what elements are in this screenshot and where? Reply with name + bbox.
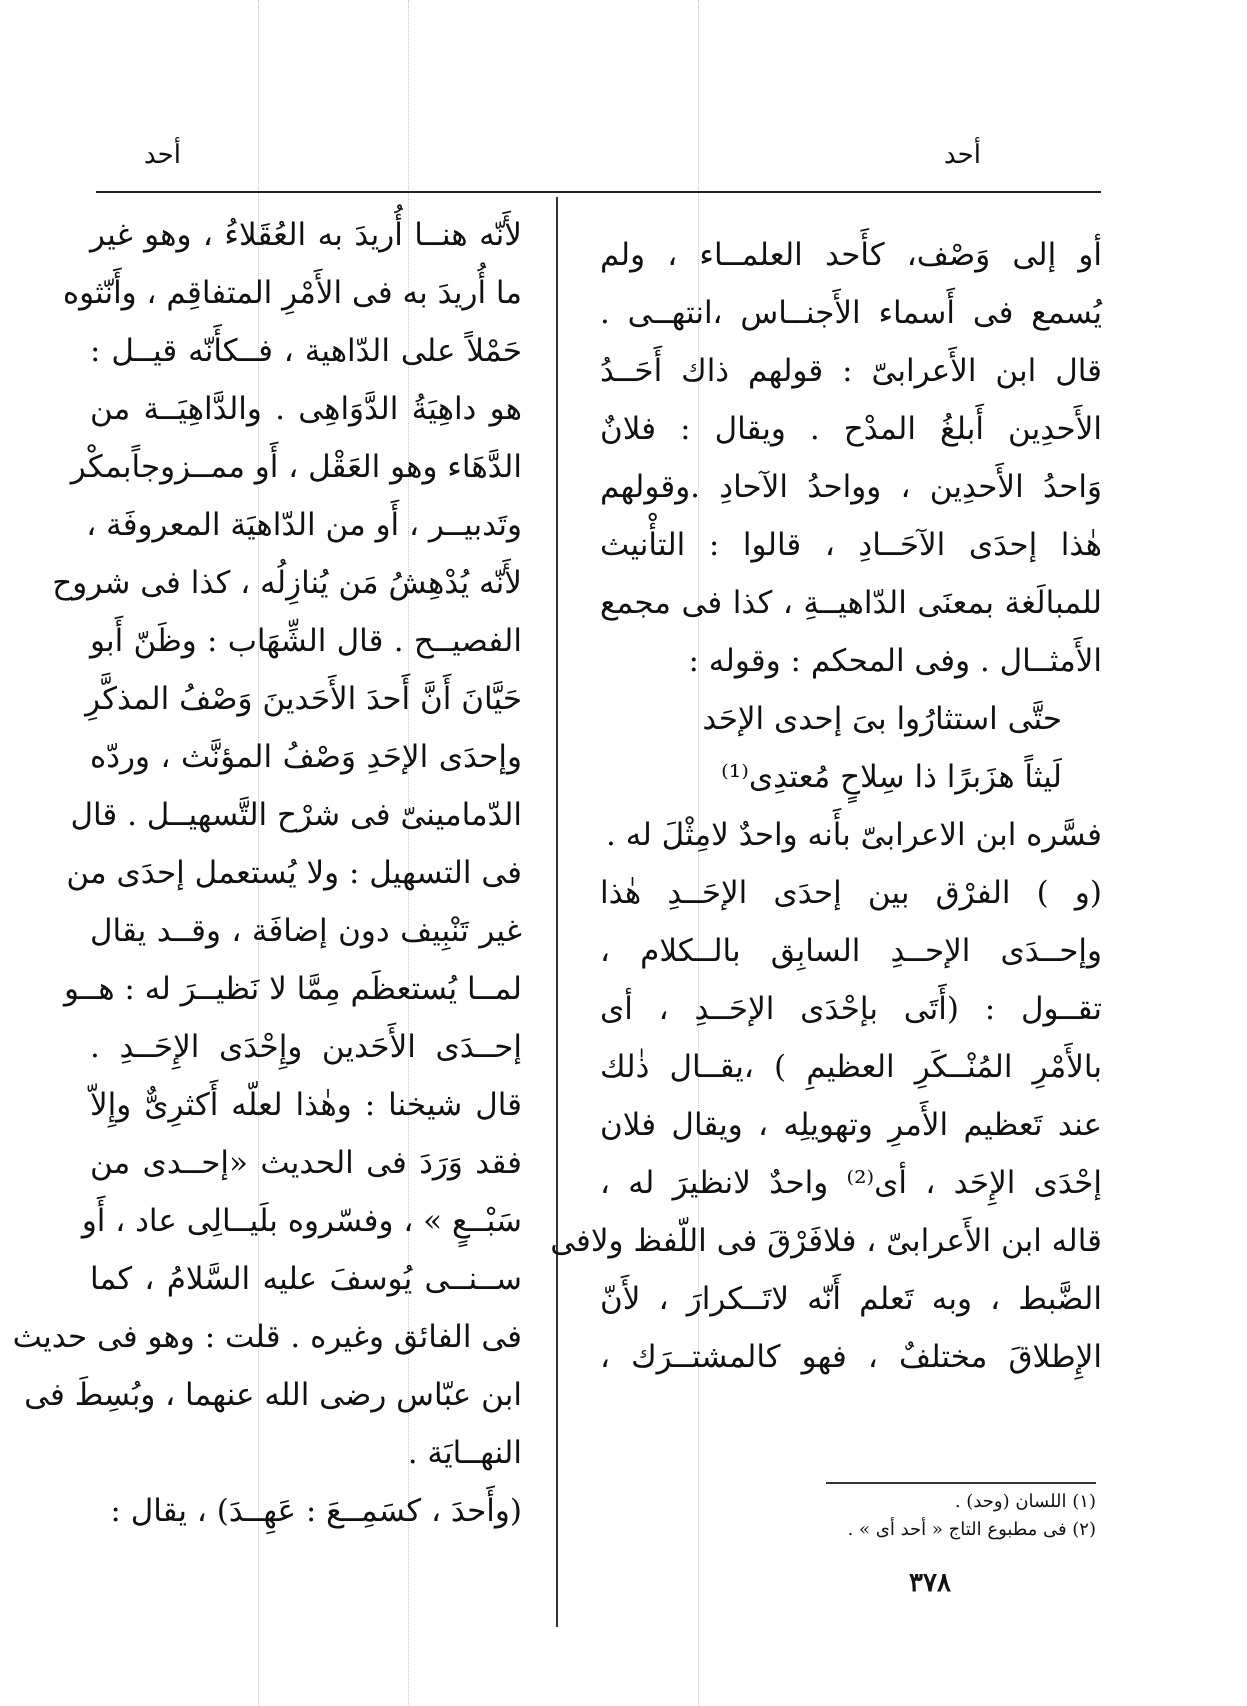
text-line: الإِطلاقَ مختلفٌ ، فهو كالمشتــرَك ، — [600, 1339, 1102, 1375]
verse-line: لَيثاً هزَبرًا ذا سِلاحٍ مُعتدِى⁽¹⁾ — [721, 759, 1062, 795]
text-line: فى الفائق وغيره . قلت : وهو فى حديث — [12, 1319, 522, 1355]
text-line: النهــايَة . — [407, 1435, 522, 1471]
text-line: (و ) الفرْق بين إحدَى الإحَــدِ هٰذا — [600, 875, 1102, 911]
running-header-left: أحد — [144, 140, 181, 170]
left-column — [12, 206, 522, 1540]
text-line: وَاحدُ الأَحدِين ، وواحدُ الآحادِ .وقولهم — [600, 469, 1102, 505]
text-line: قال شيخنا : وهٰذا لعلّه أَكثرِىٌّ وإِلاّ — [90, 1087, 522, 1123]
right-column — [550, 226, 1102, 1386]
text-line: وتَدبيــر ، أَو من الدّاهيَة المعروفَة ، — [86, 507, 522, 543]
verse-line: حتَّى استثارُوا بىَ إحدى الإحَد — [702, 701, 1062, 737]
footnotes — [700, 1488, 1096, 1544]
text-line: وإحدَى الإحَدِ وَصْفُ المؤنَّث ، وردّه — [90, 739, 522, 775]
text-line: إحْدَى الإِحَد ، أى⁽²⁾ واحدٌ لانظيرَ له ، — [600, 1165, 1102, 1201]
text-line: فى التسهيل : ولا يُستعمل إحدَى من — [66, 855, 522, 891]
text-line: هو داهِيَةُ الدَّوَاهِى . والدَّاهِيَــة من — [90, 391, 522, 427]
running-header-right: أحد — [944, 140, 981, 170]
text-line: الدّمامينىّ فى شرْح التَّسهيــل . قال — [70, 797, 522, 833]
footnote: (٢) فى مطبوع التاج « أحد أى » . — [847, 1519, 1096, 1540]
text-line: (وأَحدَ ، كسَمِــعَ : عَهِــدَ) ، يقال : — [110, 1493, 522, 1529]
text-line: الضَّبط ، وبه تَعلم أَنّه لاتَــكرارَ ، لأَنّ — [600, 1281, 1102, 1317]
text-line: للمبالَغة بمعنَى الدّاهيــةِ ، كذا فى مجمع — [600, 585, 1102, 621]
text-line: لمــا يُستعظَم مِمَّا لا نَظيــرَ له : هــو — [64, 971, 522, 1007]
text-line: قاله ابن الأَعرابىّ ، فلافَرْقَ فى اللّفظ ولافى — [550, 1223, 1102, 1259]
text-line: فسَّره ابن الاعرابىّ بأَنه واحدٌ لامِثْلَ له . — [606, 817, 1102, 853]
text-line: ما أُريدَ به فى الأَمْرِ المتفاقِم ، وأَنّثوه — [62, 275, 522, 311]
text-line: لأَنّه يُدْهِشُ مَن يُنازِلُه ، كذا فى شروح — [52, 565, 522, 601]
text-line: أو إلى وَصْف، كأَحد العلمــاء ، ولم — [600, 237, 1102, 273]
column-divider — [556, 197, 558, 1627]
text-line: بالأَمْرِ المُنْــكَرِ العظيمِ ) ،يقــال ذٰلك — [600, 1049, 1102, 1085]
text-line: وإحــدَى الإحــدِ السابِق بالــكلام ، — [600, 933, 1102, 969]
page-number: ٣٧٨ — [909, 1568, 951, 1598]
text-line: يُسمع فى أَسماء الأَجنــاس ،انتهــى . — [600, 295, 1102, 331]
text-line: هٰذا إحدَى الآحَــادِ ، قالوا : التأْنيث — [600, 527, 1102, 563]
text-line: قال ابن الأَعرابىّ : قولهم ذاك أَحَــدُ — [600, 353, 1102, 389]
text-line: سَبْــعٍ » ، وفسّروه بلَيــالِى عاد ، أَو — [81, 1203, 522, 1239]
footnote-rule — [826, 1482, 1096, 1484]
text-line: عند تَعظيم الأَمرِ وتهويلِه ، ويقال فلان — [600, 1107, 1102, 1143]
text-line: فقد وَرَدَ فى الحديث «إحــدى من — [90, 1145, 522, 1181]
text-line: الدَّهَاء وهو العَقْل ، أَو ممــزوجاًبمكْر — [70, 449, 522, 485]
text-line: ابن عبّاس رضى الله عنهما ، وبُسِطَ فى — [24, 1377, 522, 1413]
text-line: الأَحدِين أَبلغُ المدْح . ويقال : فلانٌ — [600, 411, 1102, 447]
text-line: الأَمثــال . وفى المحكم : وقوله : — [688, 643, 1102, 679]
text-line: لأَنّه هنــا أُريدَ به العُقَلاءُ ، وهو غير — [90, 217, 522, 253]
footnote: (١) اللسان (وحد) . — [954, 1491, 1096, 1512]
text-line: غير تَنْبِيف دون إضافَة ، وقــد يقال — [90, 913, 522, 949]
header-rule — [96, 191, 1101, 193]
text-line: إحــدَى الأَحَدين وإِحْدَى الإِحَــدِ . — [90, 1029, 522, 1065]
text-line: الفصيــح . قال الشِّهَاب : وظَنّ أَبو — [90, 623, 522, 659]
text-line: حَمْلاً على الدّاهية ، فــكأَنّه قيــل : — [90, 333, 522, 369]
text-line: ســنــى يُوسفَ عليه السَّلامُ ، كما — [90, 1261, 522, 1297]
text-line: حَيَّانَ أَنَّ أَحدَ الأَحَدينَ وَصْفُ المذكَّرِ — [85, 681, 522, 717]
text-line: تقــول : (أَتَى بإحْدَى الإحَــدِ ، أى — [600, 991, 1102, 1027]
